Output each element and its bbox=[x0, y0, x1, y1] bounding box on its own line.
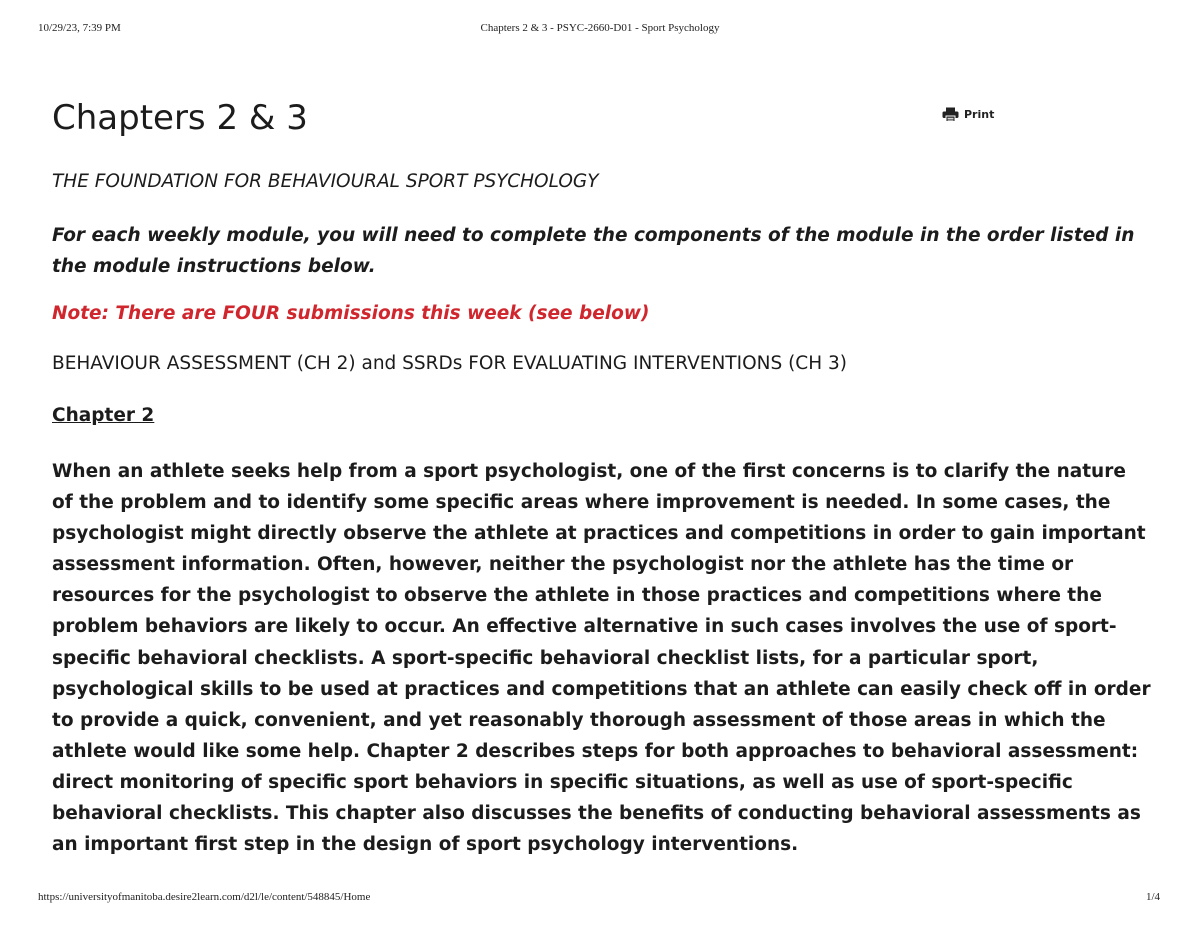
printer-icon bbox=[942, 107, 959, 122]
page-content bbox=[52, 94, 1152, 860]
chapter-body-text: When an athlete seeks help from a sport psychologist, one of the first concerns is to clarify the nature of the problem and to identify some specific areas where improvement is needed. In some cases, the psychologist might directly observe the athlete at practices and competitions in order to gain important assessment information. Often, however, neither the psychologist nor the athlete has the time or resources for the psychologist to observe the athlete in those practices and competitions where the problem behaviors are likely to occur. An effective alternative in such cases involves the use of sport-specific behavioral checklists. A sport-specific behavioral checklist lists, for a particular sport, psychological skills to be used at practices and competitions that an athlete can easily check off in order to provide a quick, convenient, and yet reasonably thorough assessment of those areas in which the athlete would like some help. Chapter 2 describes steps for both approaches to behavioral assessment: direct monitoring of specific sport behaviors in specific situations, as well as use of sport-specific behavioral checklists. This chapter also discusses the benefits of conducting behavioral assessments as an important first step in the design of sport psychology interventions. bbox=[52, 461, 1151, 856]
title-row bbox=[52, 94, 1152, 144]
module-subtitle: THE FOUNDATION FOR BEHAVIOURAL SPORT PSYCHOLOGY bbox=[52, 171, 599, 192]
page-title: Chapters 2 & 3 bbox=[52, 98, 308, 138]
print-datetime: 10/29/23, 7:39 PM bbox=[38, 22, 121, 34]
submission-note: Note: There are FOUR submissions this week (see below) bbox=[52, 303, 650, 324]
print-label: Print bbox=[964, 108, 995, 121]
print-button[interactable] bbox=[942, 107, 994, 122]
section-heading: BEHAVIOUR ASSESSMENT (CH 2) and SSRDs FOR EVALUATING INTERVENTIONS (CH 3) bbox=[52, 353, 848, 374]
print-header bbox=[0, 22, 1200, 38]
print-doc-title: Chapters 2 & 3 - PSYC-2660-D01 - Sport Psychology bbox=[480, 22, 720, 34]
page-number: 1/4 bbox=[1145, 891, 1160, 903]
module-instructions: For each weekly module, you will need to complete the components of the module in the order listed in the module instructions below. bbox=[52, 225, 1135, 277]
page-url: https://universityofmanitoba.desire2learn.com/d2l/le/content/548845/Home bbox=[38, 891, 371, 903]
chapter-heading: Chapter 2 bbox=[52, 405, 155, 426]
print-footer bbox=[0, 891, 1200, 907]
